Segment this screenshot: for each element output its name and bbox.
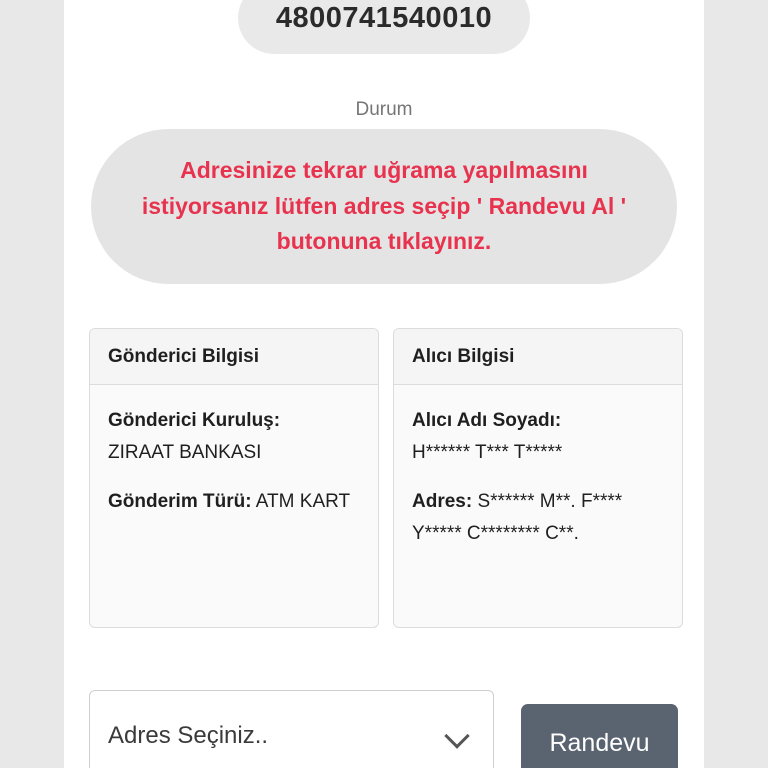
sender-card-title: Gönderici Bilgisi bbox=[90, 329, 378, 385]
receiver-card-body bbox=[394, 385, 682, 568]
appointment-button[interactable] bbox=[521, 704, 678, 768]
sender-institution-label: Gönderici Kuruluş: bbox=[108, 410, 281, 431]
address-select[interactable] bbox=[89, 690, 494, 768]
receiver-name-value: H****** T*** T***** bbox=[412, 442, 563, 464]
tracking-number-pill bbox=[238, 0, 530, 54]
address-select-value: Adres Seçiniz.. bbox=[108, 722, 269, 749]
sender-institution-field bbox=[108, 405, 360, 470]
status-message: Adresinize tekrar uğrama yapılmasını istiyorsanız lütfen adres seçip ' Randevu Al ' butonuna tıklayınız. bbox=[141, 157, 627, 255]
shipment-type-field bbox=[108, 486, 360, 518]
sender-institution-value: ZIRAAT BANKASI bbox=[108, 442, 262, 464]
status-message-pill bbox=[91, 129, 677, 284]
shipment-type-value: ATM KART bbox=[255, 490, 351, 512]
shipment-type-label: Gönderim Türü: bbox=[108, 490, 252, 512]
status-section-label: Durum bbox=[355, 99, 413, 120]
tracking-number: 4800741540010 bbox=[275, 1, 493, 34]
receiver-address-field bbox=[412, 486, 664, 551]
receiver-name-field bbox=[412, 405, 664, 470]
sender-info-card bbox=[89, 328, 379, 628]
receiver-card-title: Alıcı Bilgisi bbox=[394, 329, 682, 385]
receiver-address-label: Adres: bbox=[412, 490, 473, 512]
appointment-button-label: Randevu bbox=[549, 728, 650, 757]
receiver-info-card bbox=[393, 328, 683, 628]
sender-card-body bbox=[90, 385, 378, 536]
receiver-address-value: S****** M**. F**** Y***** C******** C**. bbox=[412, 490, 623, 544]
chevron-down-icon bbox=[447, 725, 469, 747]
info-cards-row bbox=[89, 328, 684, 628]
content-sheet bbox=[64, 0, 704, 768]
receiver-name-label: Alıcı Adı Soyadı: bbox=[412, 410, 562, 431]
